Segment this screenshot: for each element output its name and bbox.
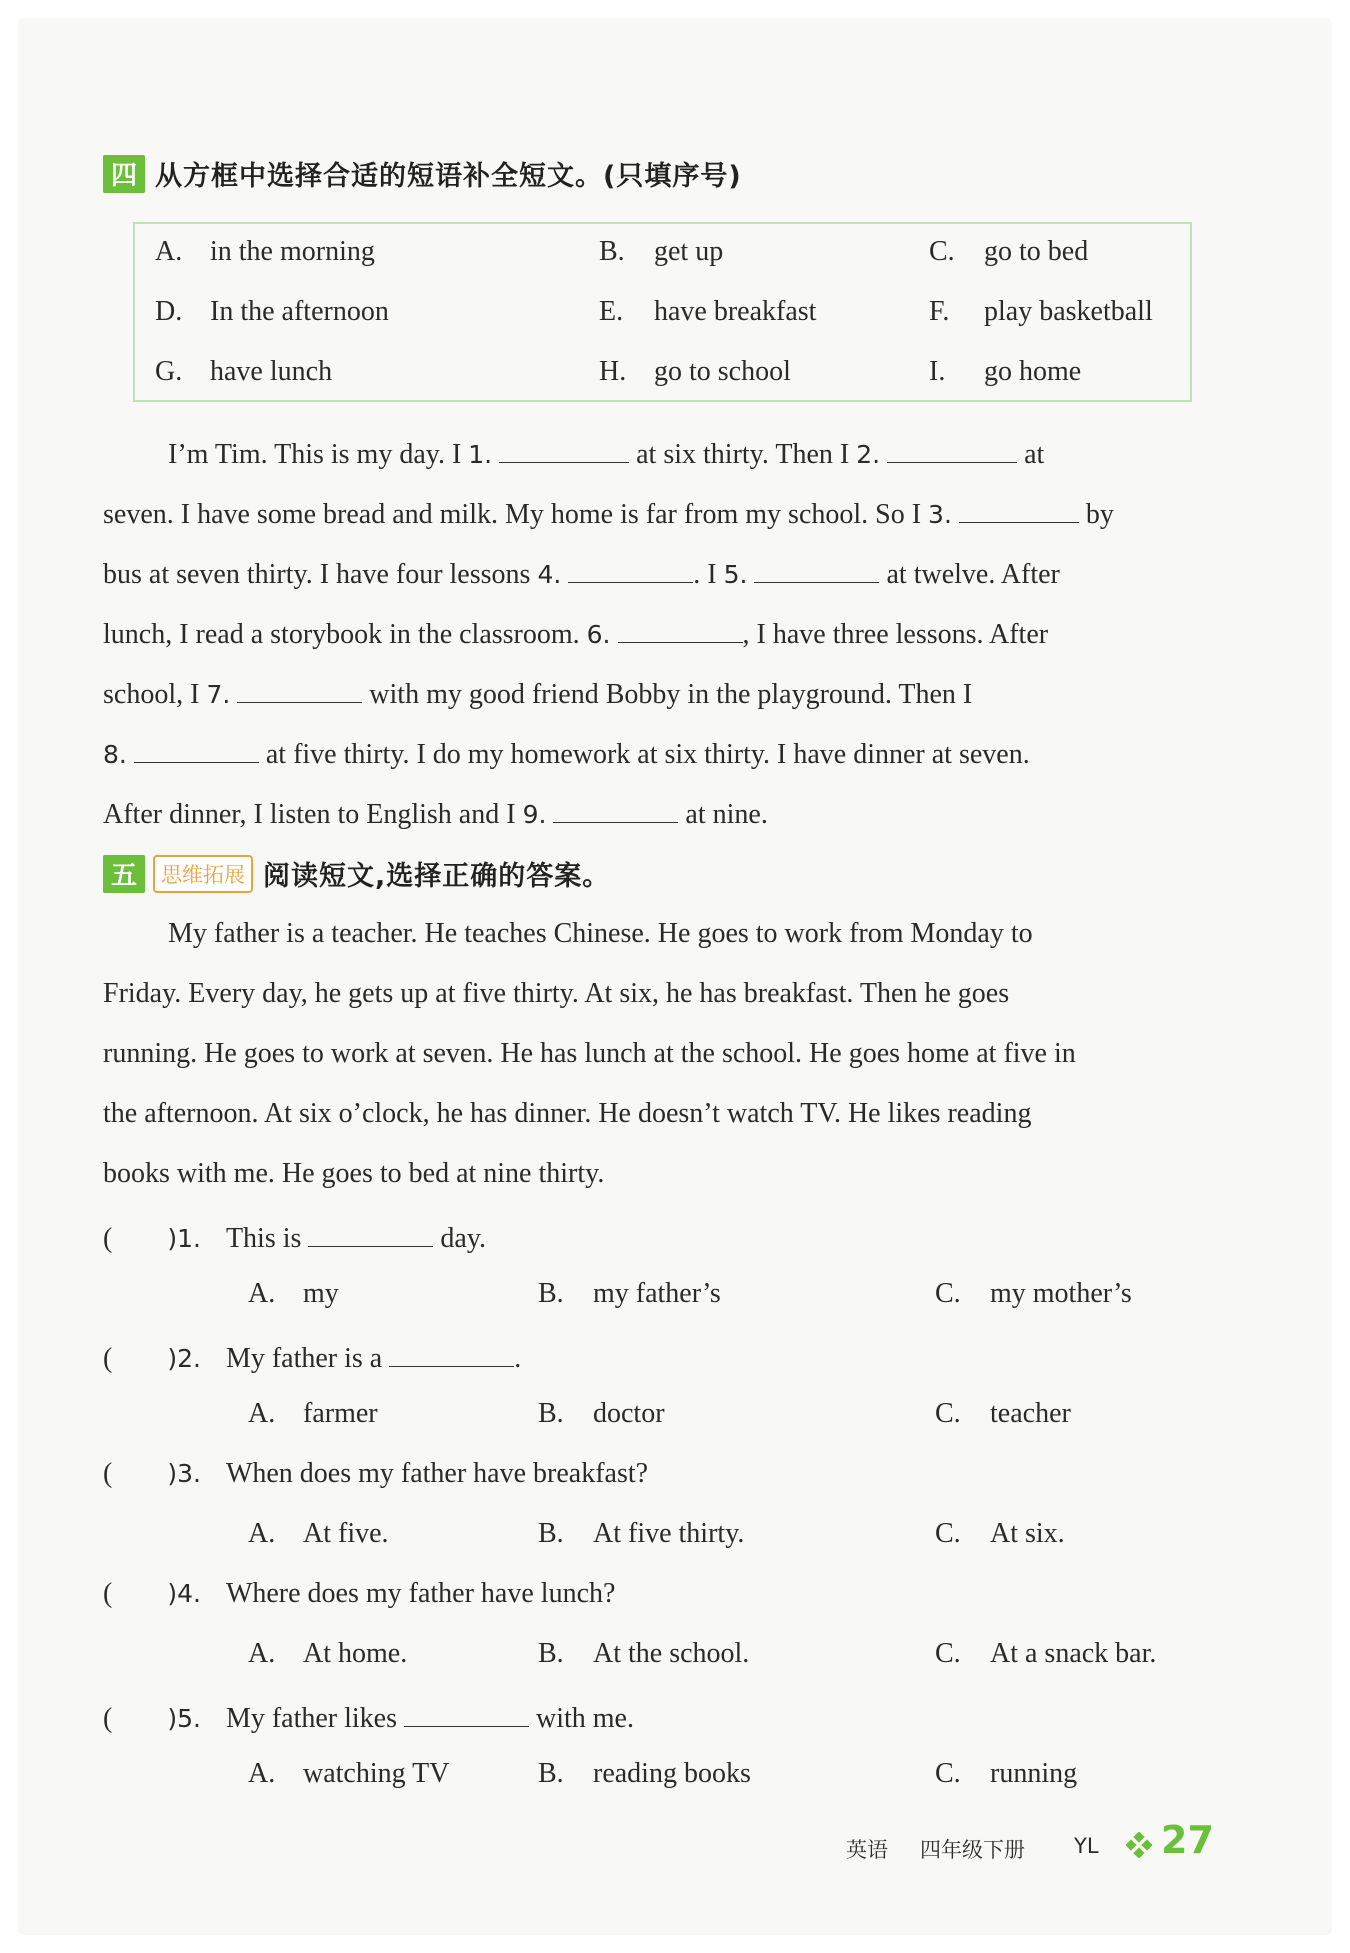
option-e: E. have breakfast [599,296,817,327]
option-i: I. go home [929,356,1082,387]
q1-choice-a[interactable]: A. my [248,1278,339,1309]
passage-line: I’m Tim. This is my day. I 1. at six thirty. Then I 2. at [168,434,1044,471]
blank-6[interactable] [618,614,743,643]
passage-line: bus at seven thirty. I have four lessons 4. . I 5. at twelve. After [103,554,1060,591]
q1-choice-c[interactable]: C. my mother’s [935,1278,1132,1309]
reading-line: the afternoon. At six o’clock, he has dinner. He doesn’t watch TV. He likes reading [103,1098,1032,1129]
footer-grade: 四年级下册 [920,1838,1025,1862]
q2-blank [389,1338,514,1367]
passage-line: After dinner, I listen to English and I 9. at nine. [103,794,768,831]
blank-8[interactable] [134,734,259,763]
q1-choice-b[interactable]: B. my father’s [538,1278,721,1309]
footer-edition: YL [1074,1834,1099,1858]
q5-choice-c[interactable]: C. running [935,1758,1078,1789]
q2-choice-b[interactable]: B. doctor [538,1398,665,1429]
blank-3[interactable] [959,494,1079,523]
blank-9[interactable] [553,794,678,823]
section-5-title: 阅读短文,选择正确的答案。 [263,861,611,892]
reading-line: My father is a teacher. He teaches Chinese. He goes to work from Monday to [168,918,1033,949]
option-b: B. get up [599,236,724,267]
thinking-tag: 思维拓展 [153,855,253,893]
section-5-number: 五 [103,855,145,893]
passage-line: lunch, I read a storybook in the classroom. 6. , I have three lessons. After [103,614,1048,651]
question-4: ( )4. Where does my father have lunch? [103,1578,616,1609]
q2-choice-a[interactable]: A. farmer [248,1398,378,1429]
q3-choice-c[interactable]: C. At six. [935,1518,1065,1549]
section-5-header [103,854,610,893]
q4-choice-b[interactable]: B. At the school. [538,1638,750,1669]
q3-choice-b[interactable]: B. At five thirty. [538,1518,745,1549]
blank-1[interactable] [499,434,629,463]
q2-choice-c[interactable]: C. teacher [935,1398,1071,1429]
page-number: 27 [1161,1818,1214,1862]
q3-choice-a[interactable]: A. At five. [248,1518,389,1549]
passage-line: seven. I have some bread and milk. My home is far from my school. So I 3. by [103,494,1114,531]
blank-5[interactable] [754,554,879,583]
footer-subject: 英语 [846,1838,888,1862]
option-f: F. play basketball [929,296,1153,327]
blank-7[interactable] [237,674,362,703]
q5-choice-b[interactable]: B. reading books [538,1758,751,1789]
question-5: ( )5. My father likes with me. [103,1698,634,1735]
passage-line: school, I 7. with my good friend Bobby in the playground. Then I [103,674,972,711]
option-g: G. have lunch [155,356,333,387]
section-4-title: 从方框中选择合适的短语补全短文。(只填序号) [155,161,742,192]
q5-choice-a[interactable]: A. watching TV [248,1758,450,1789]
section-4-header [103,154,742,193]
question-3: ( )3. When does my father have breakfast? [103,1458,649,1489]
reading-line: Friday. Every day, he gets up at five thirty. At six, he has breakfast. Then he goes [103,978,1010,1009]
option-h: H. go to school [599,356,791,387]
q4-choice-a[interactable]: A. At home. [248,1638,408,1669]
q5-blank [404,1698,529,1727]
option-a: A. in the morning [155,236,375,267]
blank-2[interactable] [887,434,1017,463]
blank-4[interactable] [568,554,693,583]
section-4-number: 四 [103,155,145,193]
q4-choice-c[interactable]: C. At a snack bar. [935,1638,1157,1669]
reading-line: books with me. He goes to bed at nine thirty. [103,1158,605,1189]
option-c: C. go to bed [929,236,1089,267]
passage-line: 8. at five thirty. I do my homework at six thirty. I have dinner at seven. [103,734,1030,771]
question-1: ( )1. This is day. [103,1218,486,1255]
diamond-icon [1126,1832,1152,1863]
workbook-page [18,18,1332,1935]
reading-line: running. He goes to work at seven. He has lunch at the school. He goes home at five in [103,1038,1076,1069]
question-2: ( )2. My father is a . [103,1338,521,1375]
option-d: D. In the afternoon [155,296,389,327]
q1-blank [308,1218,433,1247]
